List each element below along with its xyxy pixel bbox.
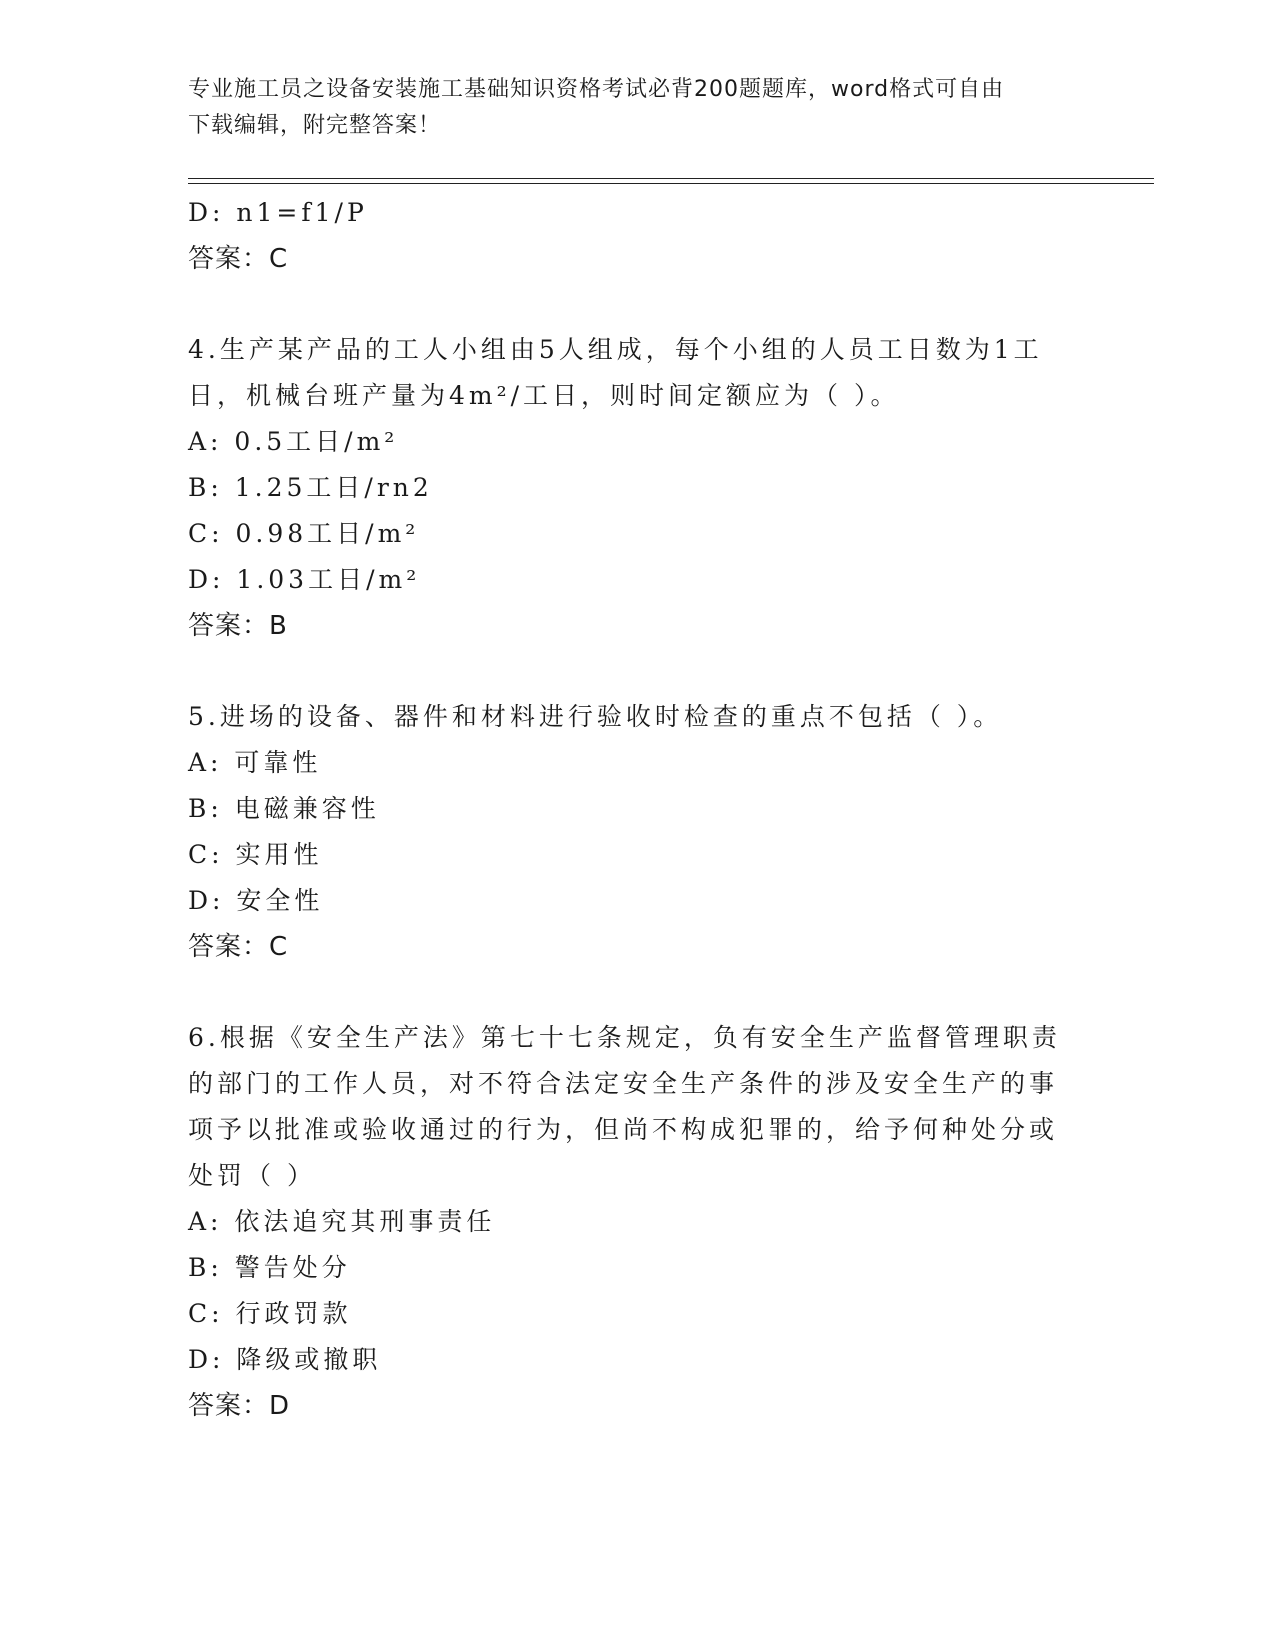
option-c: C: 0.98工日/m² — [188, 519, 420, 548]
question-stem: 的部门的工作人员，对不符合法定安全生产条件的涉及安全生产的事 — [188, 1069, 1059, 1098]
header-divider-top — [188, 178, 1154, 179]
option-b: B: 1.25工日/rn2 — [188, 473, 433, 502]
question-spacer — [188, 282, 1088, 327]
answer: 答案：D — [188, 1391, 291, 1421]
answer: 答案：C — [188, 244, 289, 274]
question-stem: 处罚（ ） — [188, 1161, 316, 1190]
option-c: C: 实用性 — [188, 840, 323, 869]
answer: 答案：C — [188, 932, 289, 962]
option-c: C: 行政罚款 — [188, 1299, 352, 1328]
option-a: A: 依法追究其刑事责任 — [188, 1207, 496, 1236]
option-a: A: 可靠性 — [188, 748, 322, 777]
document-header — [188, 72, 1088, 144]
option-d: D: 1.03工日/m² — [188, 565, 421, 594]
question-stem: 项予以批准或验收通过的行为，但尚不构成犯罪的，给予何种处分或 — [188, 1115, 1059, 1144]
option-b: B: 电磁兼容性 — [188, 794, 380, 823]
question-5 — [188, 694, 1088, 970]
option-a: A: 0.5工日/m² — [188, 427, 399, 456]
header-line-2: 下载编辑，附完整答案！ — [188, 113, 442, 138]
question-6 — [188, 1015, 1088, 1429]
question-3-tail — [188, 190, 1088, 282]
option-b: B: 警告处分 — [188, 1253, 351, 1282]
answer: 答案：B — [188, 611, 288, 641]
header-line-1: 专业施工员之设备安装施工基础知识资格考试必背200题题库，word格式可自由 — [188, 77, 1005, 102]
question-spacer — [188, 970, 1088, 1015]
option-d: D: n1=f1/P — [188, 198, 368, 227]
question-stem: 日，机械台班产量为4m²/工日，则时间定额应为（ ）。 — [188, 381, 900, 410]
question-spacer — [188, 649, 1088, 694]
question-stem: 6.根据《安全生产法》第七十七条规定，负有安全生产监督管理职责 — [188, 1023, 1061, 1052]
question-stem: 4.生产某产品的工人小组由5人组成，每个小组的人员工日数为1工 — [188, 335, 1043, 364]
option-d: D: 降级或撤职 — [188, 1345, 382, 1374]
question-list — [188, 190, 1088, 1429]
option-d: D: 安全性 — [188, 886, 324, 915]
question-4 — [188, 327, 1088, 649]
header-divider-bottom — [188, 183, 1154, 184]
question-stem: 5.进场的设备、器件和材料进行验收时检查的重点不包括（ ）。 — [188, 702, 1003, 731]
